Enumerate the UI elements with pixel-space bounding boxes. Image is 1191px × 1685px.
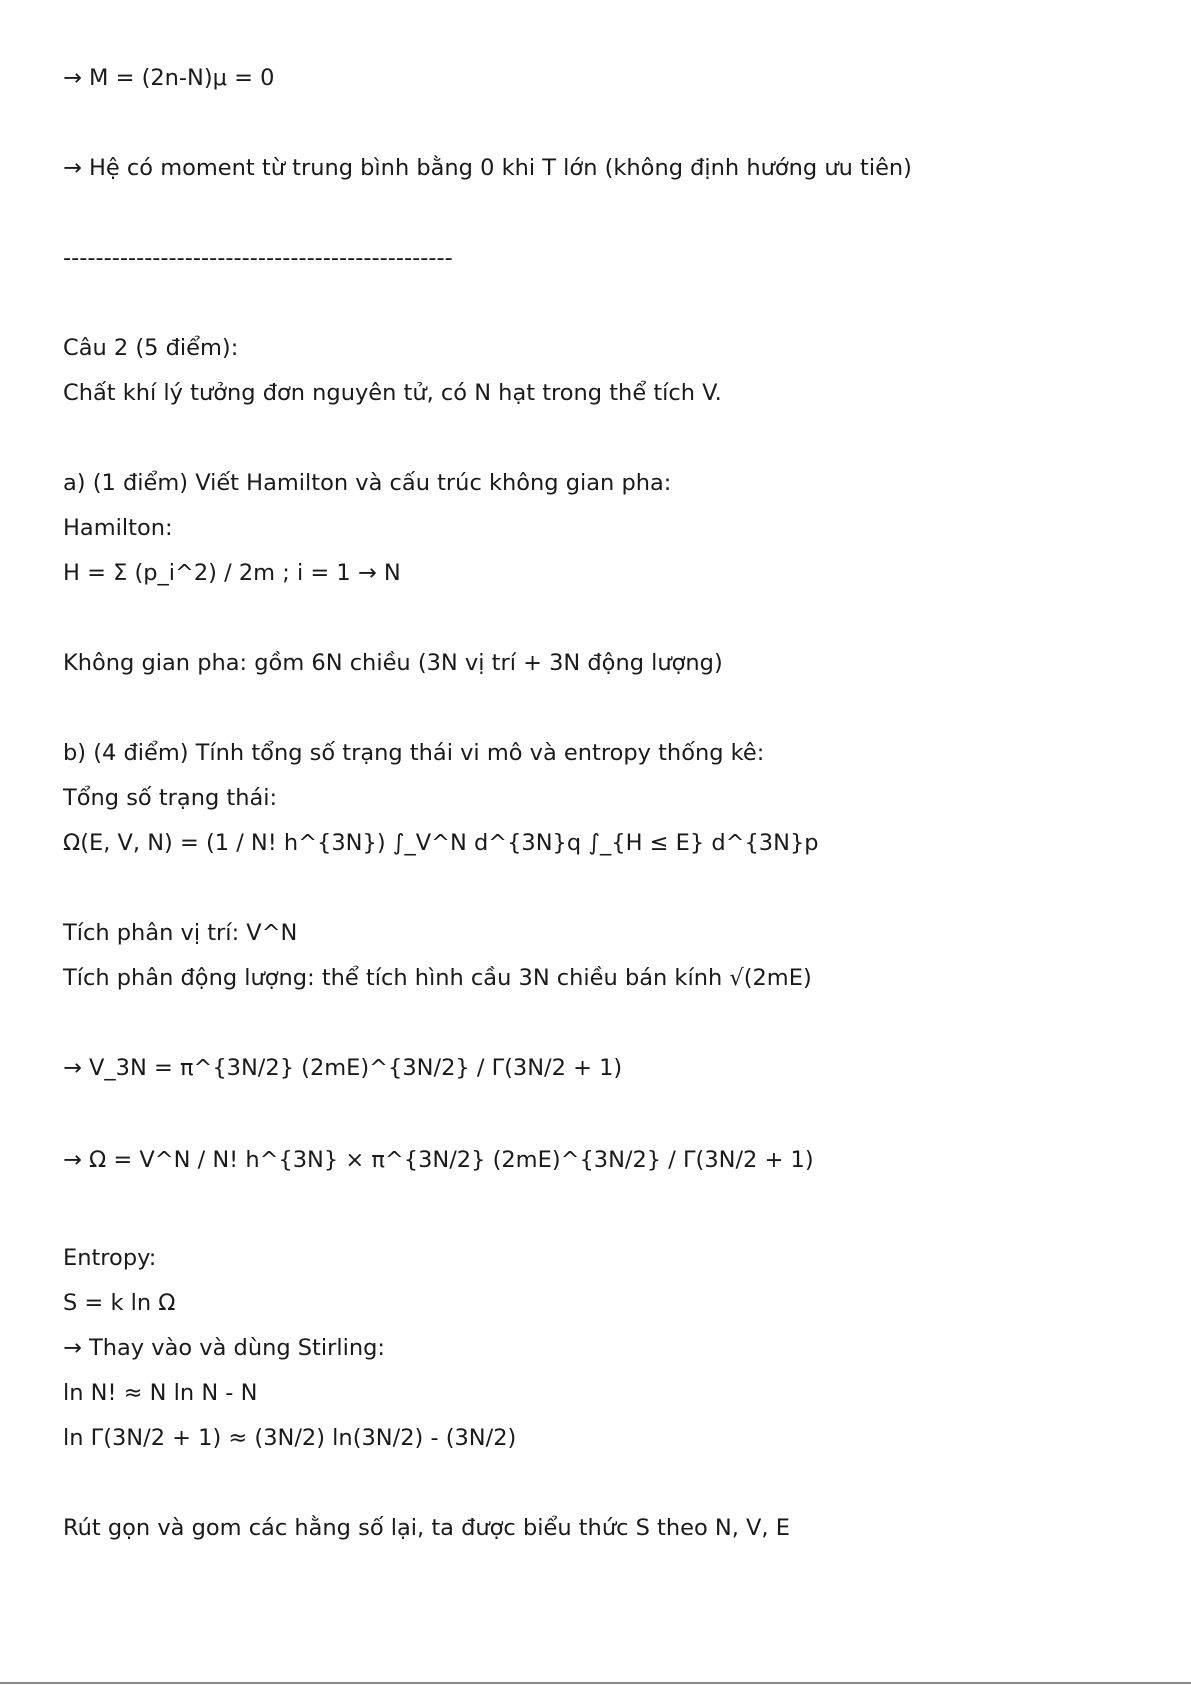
hamiltonian-formula: H = Σ (p_i^2) / 2m ; i = 1 → N — [63, 560, 401, 586]
final-conclusion: Rút gọn và gom các hằng số lại, ta được biểu thức S theo N, V, E — [63, 1515, 790, 1541]
magnetization-result: → M = (2n-N)μ = 0 — [63, 65, 275, 91]
omega-result-formula: → Ω = V^N / N! h^{3N} × π^{3N/2} (2mE)^{3N/2} / Γ(3N/2 + 1) — [63, 1147, 814, 1173]
position-integral: Tích phân vị trí: V^N — [63, 920, 298, 946]
part-a-heading: a) (1 điểm) Viết Hamilton và cấu trúc không gian pha: — [63, 470, 672, 496]
question-2-heading: Câu 2 (5 điểm): — [63, 335, 239, 361]
phase-space-description: Không gian pha: gồm 6N chiều (3N vị trí + 3N động lượng) — [63, 650, 723, 676]
omega-integral-formula: Ω(E, V, N) = (1 / N! h^{3N}) ∫_V^N d^{3N}q ∫_{H ≤ E} d^{3N}p — [63, 830, 819, 856]
magnetization-conclusion: → Hệ có moment từ trung bình bằng 0 khi T lớn (không định hướng ưu tiên) — [63, 155, 912, 181]
stirling-gamma: ln Γ(3N/2 + 1) ≈ (3N/2) ln(3N/2) - (3N/2) — [63, 1425, 517, 1451]
entropy-formula: S = k ln Ω — [63, 1290, 176, 1316]
question-2-statement: Chất khí lý tưởng đơn nguyên tử, có N hạt trong thể tích V. — [63, 380, 722, 406]
total-states-label: Tổng số trạng thái: — [63, 785, 278, 811]
section-divider: ------------------------------------------------ — [63, 245, 453, 271]
part-b-heading: b) (4 điểm) Tính tổng số trạng thái vi mô và entropy thống kê: — [63, 740, 765, 766]
entropy-label: Entropy: — [63, 1245, 157, 1271]
stirling-intro: → Thay vào và dùng Stirling: — [63, 1335, 386, 1361]
sphere-volume-formula: → V_3N = π^{3N/2} (2mE)^{3N/2} / Γ(3N/2 + 1) — [63, 1055, 623, 1081]
hamiltonian-label: Hamilton: — [63, 515, 173, 541]
momentum-integral: Tích phân động lượng: thể tích hình cầu 3N chiều bán kính √(2mE) — [63, 965, 812, 991]
stirling-factorial: ln N! ≈ N ln N - N — [63, 1380, 258, 1406]
page-bottom-edge — [0, 1682, 1191, 1684]
